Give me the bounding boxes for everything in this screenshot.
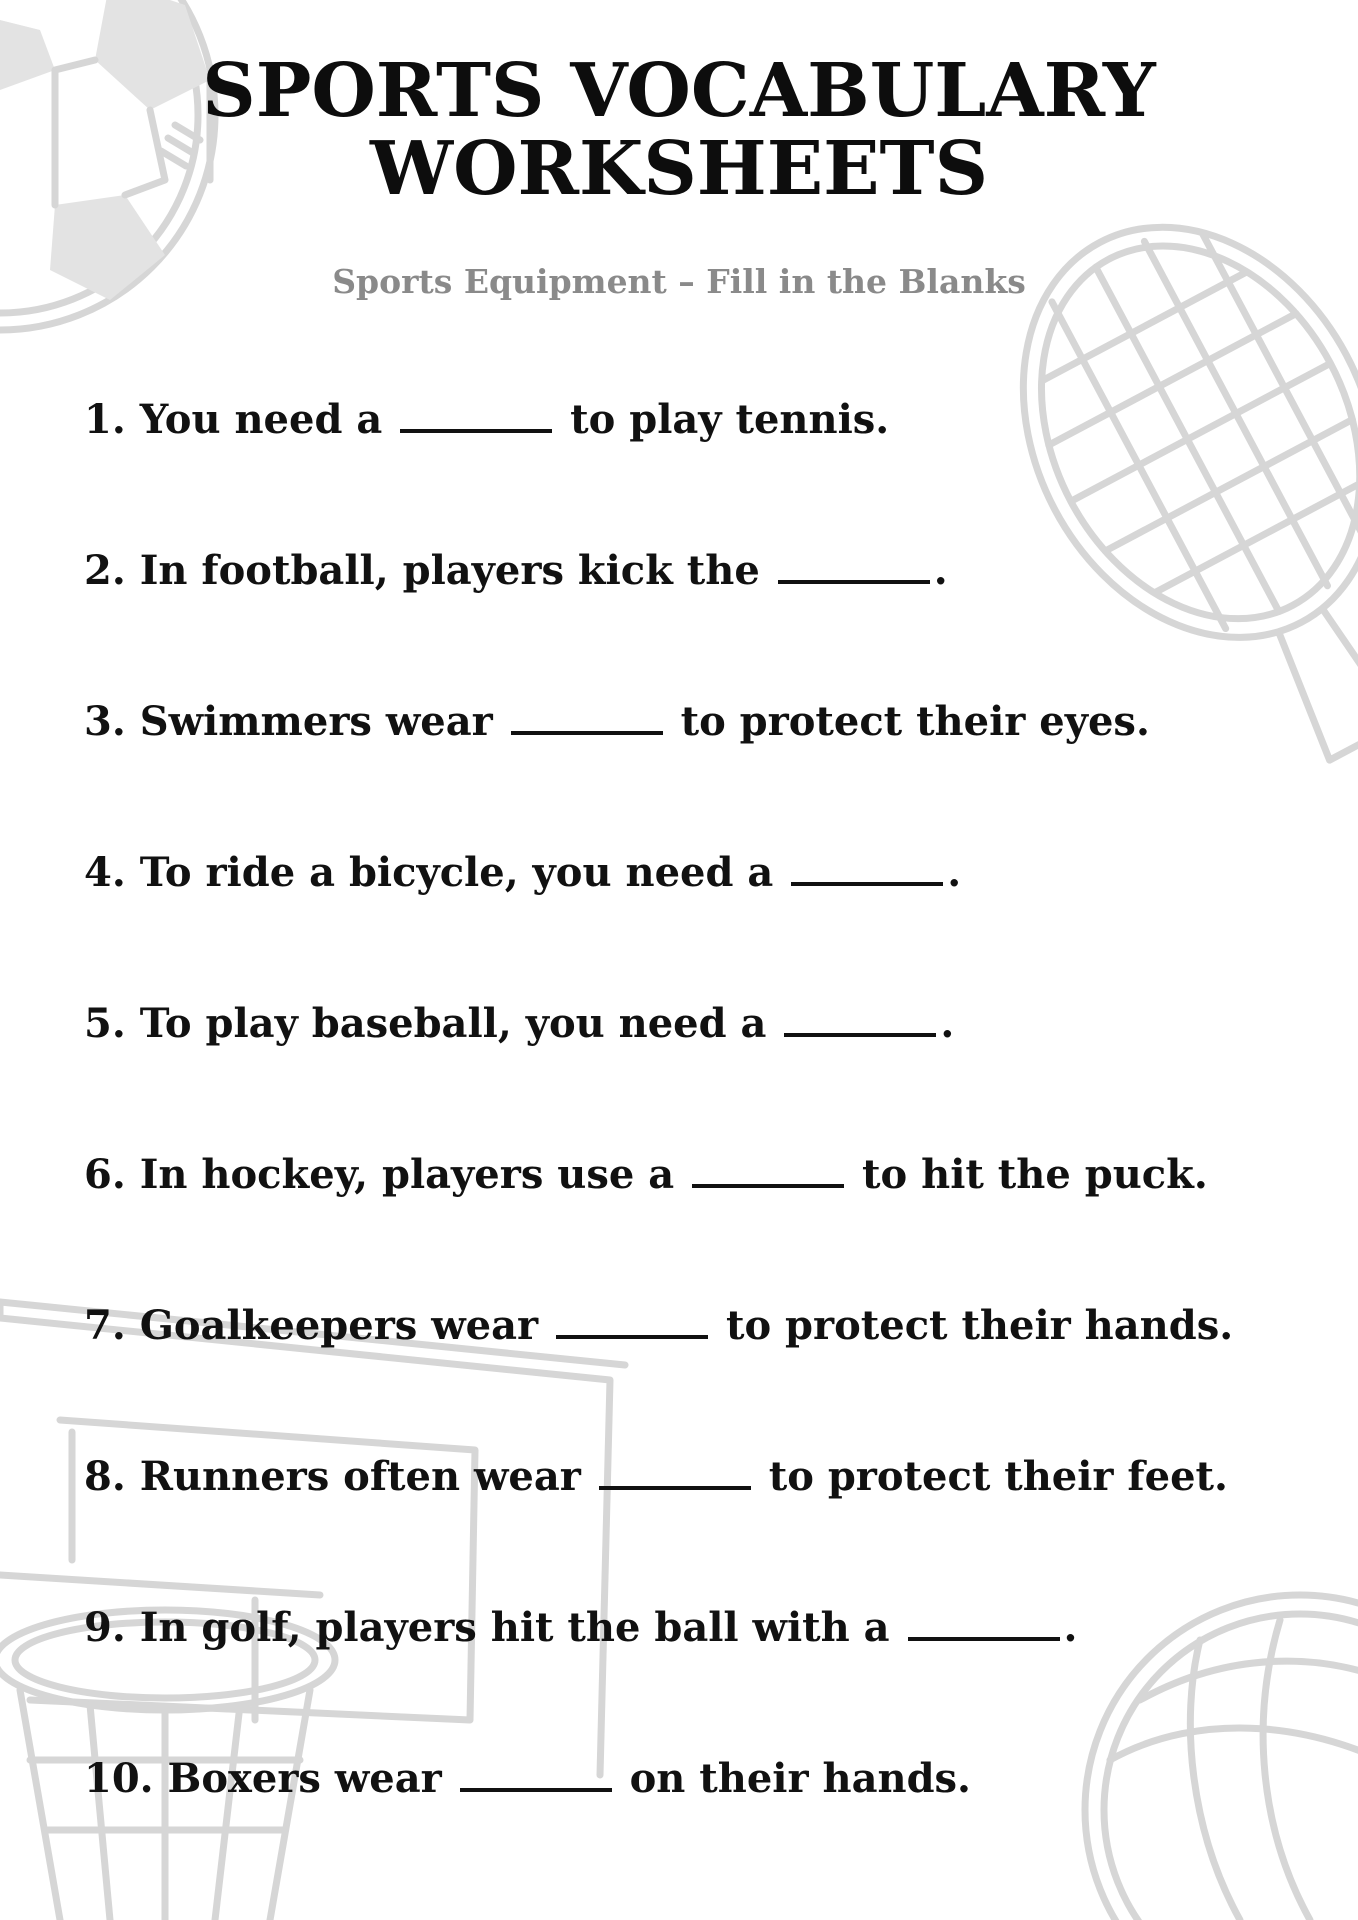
question-text-after: to protect their hands. (725, 1302, 1234, 1349)
answer-blank[interactable] (460, 1778, 612, 1792)
answer-blank[interactable] (400, 419, 552, 433)
question-text-after: to hit the puck. (862, 1151, 1208, 1198)
question-number: 8. (84, 1453, 126, 1500)
question-text-before: In hockey, players use a (139, 1151, 675, 1198)
title-line-2: WORKSHEETS (369, 126, 989, 212)
question-text-before: You need a (139, 396, 383, 443)
question-item (84, 390, 1324, 541)
question-text-after: . (940, 1000, 955, 1047)
question-number: 1. (84, 396, 126, 443)
question-text-before: In golf, players hit the ball with a (139, 1604, 890, 1651)
question-item (84, 1296, 1324, 1447)
question-text-after: . (933, 547, 948, 594)
question-number: 5. (84, 1000, 126, 1047)
question-text-before: Boxers wear (167, 1755, 442, 1802)
question-text-before: Swimmers wear (139, 698, 493, 745)
question-item (84, 1447, 1324, 1598)
question-text-before: In football, players kick the (139, 547, 760, 594)
question-text-after: on their hands. (629, 1755, 971, 1802)
question-number: 10. (84, 1755, 154, 1802)
answer-blank[interactable] (791, 872, 943, 886)
question-text-after: to protect their feet. (768, 1453, 1228, 1500)
answer-blank[interactable] (556, 1325, 708, 1339)
question-list (84, 390, 1324, 1900)
question-text-after: to play tennis. (570, 396, 890, 443)
question-text-after: . (1063, 1604, 1078, 1651)
answer-blank[interactable] (784, 1023, 936, 1037)
question-item (84, 541, 1324, 692)
question-item (84, 843, 1324, 994)
question-item (84, 1749, 1324, 1900)
question-number: 3. (84, 698, 126, 745)
answer-blank[interactable] (692, 1174, 844, 1188)
question-number: 2. (84, 547, 126, 594)
answer-blank[interactable] (908, 1627, 1060, 1641)
question-text-before: To ride a bicycle, you need a (139, 849, 774, 896)
question-text-after: . (947, 849, 962, 896)
question-number: 7. (84, 1302, 126, 1349)
question-text-after: to protect their eyes. (680, 698, 1150, 745)
question-text-before: To play baseball, you need a (139, 1000, 767, 1047)
question-number: 6. (84, 1151, 126, 1198)
question-item (84, 1145, 1324, 1296)
answer-blank[interactable] (511, 721, 663, 735)
question-item (84, 1598, 1324, 1749)
question-text-before: Goalkeepers wear (139, 1302, 539, 1349)
answer-blank[interactable] (778, 570, 930, 584)
question-number: 9. (84, 1604, 126, 1651)
question-number: 4. (84, 849, 126, 896)
page-subtitle: Sports Equipment – Fill in the Blanks (332, 262, 1026, 301)
title-line-1: SPORTS VOCABULARY (202, 48, 1156, 134)
answer-blank[interactable] (599, 1476, 751, 1490)
question-text-before: Runners often wear (139, 1453, 581, 1500)
page-title (0, 48, 1358, 212)
question-item (84, 994, 1324, 1145)
question-item (84, 692, 1324, 843)
